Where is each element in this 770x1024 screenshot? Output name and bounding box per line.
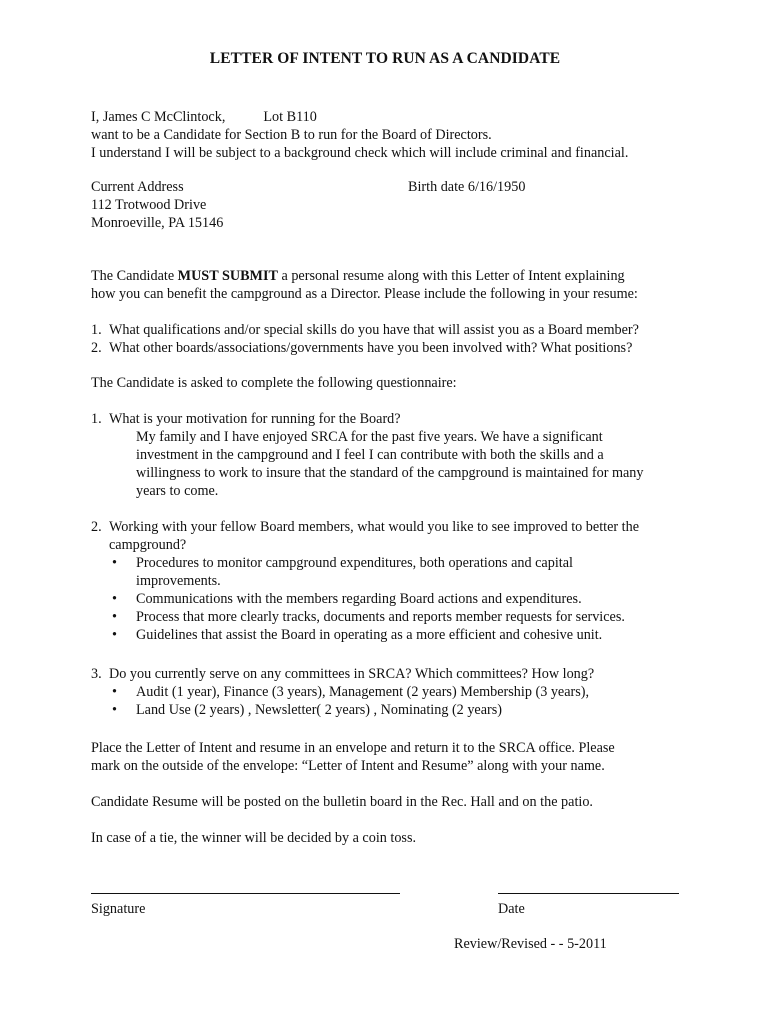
address-city: Monroeville, PA 15146 [91, 215, 224, 231]
intro-name-line [91, 108, 628, 126]
questionnaire-intro: The Candidate is asked to complete the following questionnaire: [91, 375, 457, 391]
instructions-line-1: Place the Letter of Intent and resume in an envelope and return it to the SRCA office. Please [91, 740, 615, 756]
question-3 [91, 665, 594, 719]
resume-suffix: a personal resume along with this Letter of Intent explaining [277, 268, 625, 284]
resume-items [91, 321, 639, 357]
posting-note: Candidate Resume will be posted on the bulletin board in the Rec. Hall and on the patio. [91, 794, 593, 810]
answer-line: willingness to work to insure that the standard of the campground is maintained for many [136, 465, 644, 481]
bullet-text: Procedures to monitor campground expenditures, both operations and capital [136, 555, 573, 571]
date-line[interactable] [498, 893, 679, 894]
address-block [91, 178, 223, 232]
resume-item [91, 321, 639, 339]
question-text: Do you currently serve on any committees in SRCA? Which committees? How long? [109, 666, 595, 682]
resume-line-1 [91, 267, 638, 285]
address-label: Current Address [91, 179, 184, 195]
intro-block [91, 108, 628, 162]
bullet-icon: • [112, 627, 117, 643]
bullet-icon: • [112, 591, 117, 607]
item-number: 1. [91, 322, 102, 338]
item-text: What other boards/associations/governments have you been involved with? What positions? [109, 340, 633, 356]
question-1-text [91, 410, 644, 428]
intro-line-3: I understand I will be subject to a background check which will include criminal and financial. [91, 145, 629, 161]
bullet-text: Process that more clearly tracks, documents and reports member requests for services. [136, 609, 625, 625]
question-text-cont: campground? [109, 537, 187, 553]
revision-note: Review/Revised - - 5-2011 [454, 936, 607, 952]
signature-label: Signature [91, 901, 146, 917]
question-2 [91, 518, 639, 644]
must-submit-emphasis: MUST SUBMIT [177, 268, 278, 284]
answer-line: investment in the campground and I feel I can contribute with both the skills and a [136, 447, 604, 463]
address-street: 112 Trotwood Drive [91, 197, 207, 213]
bullet-text: Audit (1 year), Finance (3 years), Management (2 years) Membership (3 years), [136, 684, 590, 700]
bullet-item [91, 554, 639, 572]
bullet-text-cont: improvements. [136, 573, 221, 589]
question-1 [91, 410, 644, 500]
bullet-item [91, 683, 594, 701]
tie-note: In case of a tie, the winner will be decided by a coin toss. [91, 830, 417, 846]
signature-line[interactable] [91, 893, 400, 894]
bullet-item [91, 608, 639, 626]
bullet-icon: • [112, 555, 117, 571]
bullet-item [91, 590, 639, 608]
question-2-text [91, 518, 639, 536]
birth-date: Birth date 6/16/1950 [408, 179, 526, 195]
bullet-item [91, 701, 594, 719]
bullet-item [91, 626, 639, 644]
bullet-icon: • [112, 609, 117, 625]
instructions-line-2: mark on the outside of the envelope: “Letter of Intent and Resume” along with your name. [91, 758, 605, 774]
instructions [91, 739, 615, 775]
resume-requirement [91, 267, 638, 303]
resume-item [91, 339, 639, 357]
question-number: 3. [91, 666, 102, 682]
intro-line-2: want to be a Candidate for Section B to run for the Board of Directors. [91, 127, 492, 143]
date-label: Date [498, 901, 525, 917]
lot-number: Lot B110 [263, 109, 317, 125]
answer-line: years to come. [136, 483, 219, 499]
question-number: 1. [91, 411, 102, 427]
resume-line-2: how you can benefit the campground as a Director. Please include the following in your resume: [91, 286, 638, 302]
bullet-text: Communications with the members regarding Board actions and expenditures. [136, 591, 582, 607]
item-number: 2. [91, 340, 102, 356]
question-number: 2. [91, 519, 102, 535]
bullet-icon: • [112, 702, 117, 718]
bullet-text: Guidelines that assist the Board in operating as a more efficient and cohesive unit. [136, 627, 603, 643]
bullet-icon: • [112, 684, 117, 700]
bullet-text: Land Use (2 years) , Newsletter( 2 years) , Nominating (2 years) [136, 702, 502, 718]
candidate-name: I, James C McClintock, [91, 109, 226, 125]
document-title: LETTER OF INTENT TO RUN AS A CANDIDATE [209, 50, 561, 67]
answer-line: My family and I have enjoyed SRCA for the past five years. We have a significant [136, 429, 603, 445]
question-text: Working with your fellow Board members, what would you like to see improved to better the [109, 519, 639, 535]
question-text: What is your motivation for running for the Board? [109, 411, 401, 427]
question-3-text [91, 665, 594, 683]
resume-prefix: The Candidate [91, 268, 178, 284]
item-text: What qualifications and/or special skills do you have that will assist you as a Board member? [109, 322, 639, 338]
